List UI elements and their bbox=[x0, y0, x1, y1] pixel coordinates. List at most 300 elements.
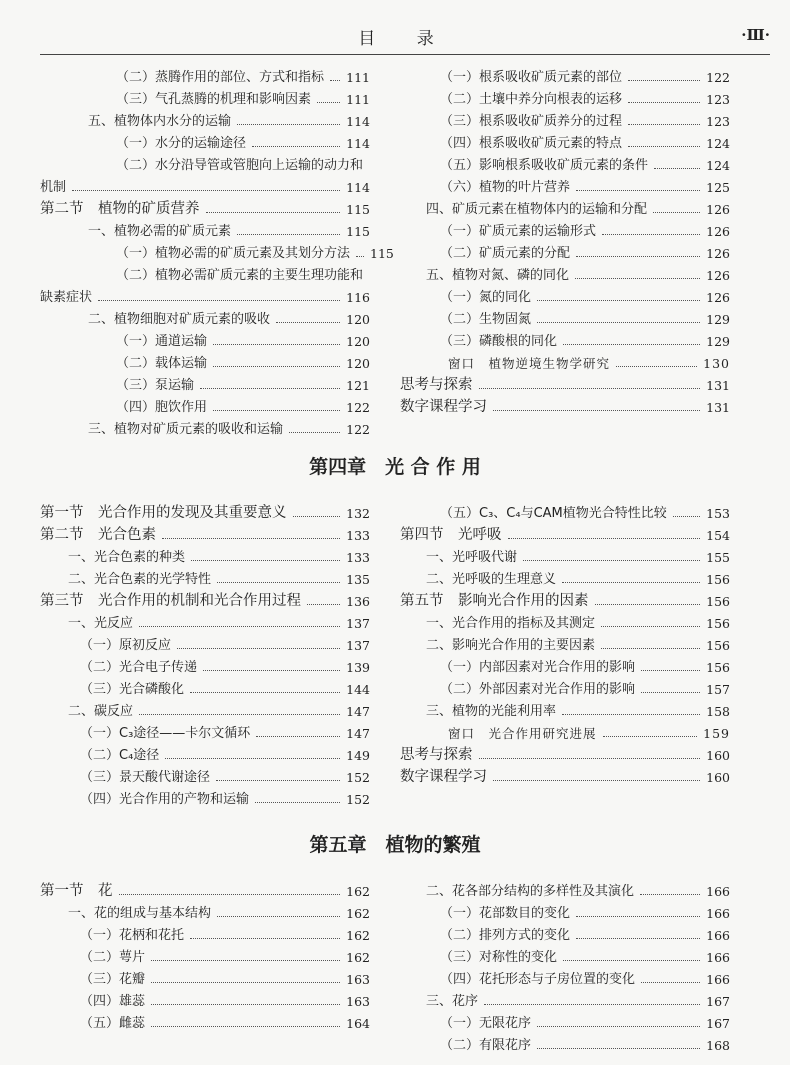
toc-entry[interactable] bbox=[400, 217, 730, 239]
toc-entry-page: 111 bbox=[346, 92, 370, 107]
toc-column bbox=[400, 499, 730, 785]
toc-entry-page: 156 bbox=[706, 638, 730, 653]
toc-entry[interactable] bbox=[400, 1031, 730, 1053]
dot-leader bbox=[237, 234, 340, 235]
toc-column bbox=[400, 63, 730, 415]
dot-leader bbox=[217, 916, 340, 917]
toc-entry-title: 一、花的组成与基本结构 bbox=[68, 906, 212, 921]
toc-entry-title: （二）C₄途径 bbox=[80, 748, 160, 763]
toc-entry-title: （一）内部因素对光合作用的影响 bbox=[440, 660, 636, 675]
toc-entry-title: （二）排列方式的变化 bbox=[440, 928, 571, 943]
dot-leader bbox=[616, 366, 697, 367]
toc-entry[interactable] bbox=[40, 151, 370, 173]
toc-entry-title: 四、矿质元素在植物体内的运输和分配 bbox=[426, 202, 648, 217]
toc-entry-page: 126 bbox=[706, 224, 730, 239]
toc-entry[interactable] bbox=[400, 631, 730, 653]
dot-leader bbox=[217, 582, 340, 583]
toc-entry-title: （一）通道运输 bbox=[116, 334, 208, 349]
toc-entry-page: 162 bbox=[346, 884, 370, 899]
toc-entry-page: 167 bbox=[706, 1016, 730, 1031]
toc-entry-page: 166 bbox=[706, 928, 730, 943]
toc-entry-page: 164 bbox=[346, 1016, 370, 1031]
toc-entry-page: 116 bbox=[346, 290, 370, 305]
dot-leader bbox=[641, 982, 700, 983]
dot-leader bbox=[537, 322, 700, 323]
toc-entry-page: 166 bbox=[706, 950, 730, 965]
toc-entry-page: 152 bbox=[346, 792, 370, 807]
toc-entry[interactable] bbox=[40, 349, 370, 371]
dot-leader bbox=[165, 758, 340, 759]
toc-entry-page: 126 bbox=[706, 268, 730, 283]
toc-entry-title: （二）光合电子传递 bbox=[80, 660, 198, 675]
dot-leader bbox=[330, 80, 340, 81]
toc-entry-page: 131 bbox=[706, 400, 730, 415]
toc-entry-title: （二）有限花序 bbox=[440, 1038, 532, 1053]
toc-entry-title: （二）土壤中养分向根表的运移 bbox=[440, 92, 623, 107]
toc-entry-title: （六）植物的叶片营养 bbox=[440, 180, 571, 195]
dot-leader bbox=[563, 960, 700, 961]
toc-entry-title: （四）雄蕊 bbox=[80, 994, 146, 1009]
dot-leader bbox=[575, 278, 700, 279]
dot-leader bbox=[119, 894, 341, 895]
toc-entry-title: 五、植物对氮、磷的同化 bbox=[426, 268, 570, 283]
dot-leader bbox=[484, 1004, 700, 1005]
toc-entry-title: 第二节 植物的矿质营养 bbox=[40, 201, 200, 217]
toc-entry[interactable] bbox=[400, 653, 730, 675]
toc-entry-title: 三、花序 bbox=[426, 994, 479, 1009]
toc-entry-title: （一）水分的运输途径 bbox=[116, 136, 247, 151]
toc-entry-page: 135 bbox=[346, 572, 370, 587]
toc-entry[interactable] bbox=[400, 85, 730, 107]
toc-entry-title: （一）无限花序 bbox=[440, 1016, 532, 1031]
toc-entry-title: （五）C₃、C₄与CAM植物光合特性比较 bbox=[440, 506, 667, 521]
toc-entry[interactable] bbox=[40, 371, 370, 393]
dot-leader bbox=[508, 538, 701, 539]
toc-entry-page: 158 bbox=[706, 704, 730, 719]
toc-entry-page: 125 bbox=[706, 180, 730, 195]
toc-entry[interactable] bbox=[400, 283, 730, 305]
toc-entry-title: 思考与探索 bbox=[400, 747, 473, 763]
dot-leader bbox=[537, 1048, 700, 1049]
toc-entry[interactable] bbox=[400, 393, 730, 415]
toc-entry-page: 133 bbox=[346, 550, 370, 565]
toc-entry-title: 三、植物对矿质元素的吸收和运输 bbox=[88, 422, 284, 437]
toc-entry-title: （五）雌蕊 bbox=[80, 1016, 146, 1031]
toc-entry-title: （三）光合磷酸化 bbox=[80, 682, 185, 697]
toc-entry-title: 一、光合作用的指标及其测定 bbox=[426, 616, 596, 631]
toc-entry-page: 120 bbox=[346, 334, 370, 349]
toc-entry-page: 153 bbox=[706, 506, 730, 521]
toc-entry[interactable] bbox=[400, 609, 730, 631]
dot-leader bbox=[493, 410, 700, 411]
dot-leader bbox=[628, 124, 700, 125]
dot-leader bbox=[479, 758, 701, 759]
toc-entry-page: 162 bbox=[346, 950, 370, 965]
dot-leader bbox=[162, 538, 340, 539]
toc-entry[interactable] bbox=[40, 195, 370, 217]
toc-entry-title: 窗口 植物逆境生物学研究 bbox=[448, 356, 611, 371]
toc-entry-page: 154 bbox=[706, 528, 730, 543]
toc-entry-page: 149 bbox=[346, 748, 370, 763]
toc-entry-page: 157 bbox=[706, 682, 730, 697]
toc-entry-title: 思考与探索 bbox=[400, 377, 473, 393]
dot-leader bbox=[151, 982, 340, 983]
toc-entry-title: （一）花柄和花托 bbox=[80, 928, 185, 943]
dot-leader bbox=[576, 938, 700, 939]
dot-leader bbox=[151, 1004, 340, 1005]
toc-entry[interactable] bbox=[400, 327, 730, 349]
toc-entry-title: 二、光呼吸的生理意义 bbox=[426, 572, 557, 587]
toc-entry-page: 133 bbox=[346, 528, 370, 543]
toc-entry[interactable] bbox=[400, 921, 730, 943]
toc-entry-title: 数字课程学习 bbox=[400, 769, 487, 785]
toc-entry-page: 162 bbox=[346, 928, 370, 943]
toc-entry-title: （四）花托形态与子房位置的变化 bbox=[440, 972, 636, 987]
toc-entry-page: 156 bbox=[706, 616, 730, 631]
dot-leader bbox=[562, 714, 700, 715]
toc-entry[interactable] bbox=[40, 1009, 370, 1031]
dot-leader bbox=[640, 894, 700, 895]
dot-leader bbox=[563, 344, 700, 345]
toc-entry[interactable] bbox=[40, 899, 370, 921]
toc-column bbox=[40, 63, 394, 437]
toc-entry-page: 136 bbox=[346, 594, 370, 609]
dot-leader bbox=[307, 604, 340, 605]
toc-entry-page: 144 bbox=[346, 682, 370, 697]
toc-entry-page: 122 bbox=[706, 70, 730, 85]
toc-entry-page: 137 bbox=[346, 616, 370, 631]
toc-entry-page: 137 bbox=[346, 638, 370, 653]
toc-entry-title: （二）载体运输 bbox=[116, 356, 208, 371]
toc-entry-title: （三）花瓣 bbox=[80, 972, 146, 987]
dot-leader bbox=[576, 190, 700, 191]
toc-entry-title: （一）根系吸收矿质元素的部位 bbox=[440, 70, 623, 85]
toc-entry-page: 163 bbox=[346, 994, 370, 1009]
toc-entry-page: 132 bbox=[346, 506, 370, 521]
toc-entry-page: 122 bbox=[346, 400, 370, 415]
toc-entry[interactable] bbox=[40, 305, 370, 327]
toc-entry[interactable] bbox=[400, 371, 730, 393]
toc-entry[interactable] bbox=[400, 305, 730, 327]
toc-entry-title: 二、光合色素的光学特性 bbox=[68, 572, 212, 587]
toc-entry[interactable] bbox=[400, 943, 730, 965]
dot-leader bbox=[191, 560, 340, 561]
toc-entry-page: 122 bbox=[346, 422, 370, 437]
toc-entry-page: 115 bbox=[370, 246, 394, 261]
toc-entry-page: 156 bbox=[706, 594, 730, 609]
toc-entry[interactable] bbox=[40, 877, 370, 899]
toc-entry-page: 120 bbox=[346, 356, 370, 371]
toc-entry-title: （四）光合作用的产物和运输 bbox=[80, 792, 250, 807]
dot-leader bbox=[356, 256, 364, 257]
dot-leader bbox=[72, 190, 340, 191]
toc-entry-page: 139 bbox=[346, 660, 370, 675]
toc-entry[interactable] bbox=[400, 565, 730, 587]
toc-entry-title: 数字课程学习 bbox=[400, 399, 487, 415]
toc-entry[interactable] bbox=[400, 543, 730, 565]
toc-entry-title: （三）景天酸代谢途径 bbox=[80, 770, 211, 785]
header-page-number: ·Ⅲ· bbox=[741, 26, 770, 44]
dot-leader bbox=[653, 212, 700, 213]
toc-entry-page: 160 bbox=[706, 770, 730, 785]
toc-entry-title: （二）植物必需矿质元素的主要生理功能和 bbox=[116, 268, 364, 283]
toc-entry-page: 163 bbox=[346, 972, 370, 987]
dot-leader bbox=[628, 80, 700, 81]
toc-entry-page: 147 bbox=[346, 726, 370, 741]
dot-leader bbox=[628, 146, 700, 147]
toc-entry[interactable] bbox=[40, 173, 370, 195]
toc-entry[interactable] bbox=[40, 327, 370, 349]
toc-entry[interactable] bbox=[400, 697, 730, 719]
toc-entry-page: 156 bbox=[706, 572, 730, 587]
toc-entry-page: 166 bbox=[706, 884, 730, 899]
toc-entry[interactable] bbox=[40, 521, 370, 543]
toc-entry[interactable] bbox=[400, 987, 730, 1009]
dot-leader bbox=[576, 916, 700, 917]
toc-entry-title: 第一节 光合作用的发现及其重要意义 bbox=[40, 505, 287, 521]
toc-entry-title: （二）蒸腾作用的部位、方式和指标 bbox=[116, 70, 325, 85]
toc-entry[interactable] bbox=[400, 173, 730, 195]
toc-entry-title: （一）原初反应 bbox=[80, 638, 172, 653]
toc-entry[interactable] bbox=[400, 877, 730, 899]
toc-entry-title: （二）外部因素对光合作用的影响 bbox=[440, 682, 636, 697]
toc-entry[interactable] bbox=[400, 965, 730, 987]
toc-entry-page: 147 bbox=[346, 704, 370, 719]
dot-leader bbox=[523, 560, 700, 561]
toc-entry[interactable] bbox=[400, 151, 730, 173]
dot-leader bbox=[602, 234, 700, 235]
dot-leader bbox=[200, 388, 340, 389]
toc-entry-title: （一）植物必需的矿质元素及其划分方法 bbox=[116, 246, 351, 261]
toc-entry-page: 159 bbox=[703, 726, 730, 741]
toc-entry-title: 一、光呼吸代谢 bbox=[426, 550, 518, 565]
toc-entry-title: （四）胞饮作用 bbox=[116, 400, 208, 415]
toc-entry-title: 第五节 影响光合作用的因素 bbox=[400, 593, 589, 609]
toc-entry-page: 121 bbox=[346, 378, 370, 393]
toc-entry-title: 五、植物体内水分的运输 bbox=[88, 114, 232, 129]
toc-entry[interactable] bbox=[40, 697, 370, 719]
dot-leader bbox=[276, 322, 340, 323]
toc-entry[interactable] bbox=[40, 239, 394, 261]
dot-leader bbox=[293, 516, 341, 517]
toc-entry-page: 115 bbox=[346, 202, 370, 217]
toc-entry[interactable] bbox=[400, 499, 730, 521]
dot-leader bbox=[177, 648, 340, 649]
toc-entry-page: 126 bbox=[706, 246, 730, 261]
dot-leader bbox=[479, 388, 701, 389]
dot-leader bbox=[139, 714, 340, 715]
toc-entry-page: 166 bbox=[706, 972, 730, 987]
dot-leader bbox=[213, 344, 340, 345]
toc-entry-title: 一、植物必需的矿质元素 bbox=[88, 224, 232, 239]
dot-leader bbox=[562, 582, 700, 583]
toc-entry[interactable] bbox=[40, 763, 370, 785]
dot-leader bbox=[641, 670, 700, 671]
toc-entry[interactable] bbox=[40, 217, 370, 239]
dot-leader bbox=[203, 670, 340, 671]
toc-column bbox=[40, 499, 370, 807]
dot-leader bbox=[576, 256, 700, 257]
toc-entry[interactable] bbox=[400, 899, 730, 921]
toc-entry-title: 第三节 光合作用的机制和光合作用过程 bbox=[40, 593, 301, 609]
toc-entry-title: （四）根系吸收矿质元素的特点 bbox=[440, 136, 623, 151]
toc-entry[interactable] bbox=[400, 195, 730, 217]
dot-leader bbox=[139, 626, 340, 627]
toc-entry-page: 124 bbox=[706, 136, 730, 151]
dot-leader bbox=[537, 1026, 700, 1027]
toc-entry-title: （二）萼片 bbox=[80, 950, 146, 965]
toc-entry[interactable] bbox=[40, 785, 370, 807]
toc-entry-title: （一）氮的同化 bbox=[440, 290, 532, 305]
dot-leader bbox=[151, 1026, 340, 1027]
toc-entry-page: 130 bbox=[703, 356, 730, 371]
toc-entry[interactable] bbox=[40, 499, 370, 521]
toc-entry[interactable] bbox=[40, 543, 370, 565]
toc-entry[interactable] bbox=[40, 675, 370, 697]
toc-entry[interactable] bbox=[40, 741, 370, 763]
toc-entry-title: （二）矿质元素的分配 bbox=[440, 246, 571, 261]
toc-entry-title: （三）磷酸根的同化 bbox=[440, 334, 558, 349]
toc-entry[interactable] bbox=[400, 763, 730, 785]
toc-entry-page: 168 bbox=[706, 1038, 730, 1053]
toc-entry-page: 111 bbox=[346, 70, 370, 85]
dot-leader bbox=[628, 102, 700, 103]
toc-entry-page: 126 bbox=[706, 202, 730, 217]
dot-leader bbox=[252, 146, 340, 147]
toc-entry-page: 120 bbox=[346, 312, 370, 327]
toc-entry[interactable] bbox=[400, 239, 730, 261]
dot-leader bbox=[190, 938, 340, 939]
toc-entry-title: 机制 bbox=[40, 180, 67, 195]
toc-entry[interactable] bbox=[400, 675, 730, 697]
dot-leader bbox=[151, 960, 340, 961]
toc-entry-title: （五）影响根系吸收矿质元素的条件 bbox=[440, 158, 649, 173]
toc-entry-title: 窗口 光合作用研究进展 bbox=[448, 726, 597, 741]
toc-entry[interactable] bbox=[400, 107, 730, 129]
toc-entry[interactable] bbox=[40, 129, 370, 151]
toc-entry[interactable] bbox=[400, 719, 730, 741]
toc-entry-title: 第四节 光呼吸 bbox=[400, 527, 502, 543]
toc-entry-title: 一、光合色素的种类 bbox=[68, 550, 186, 565]
toc-entry-page: 129 bbox=[706, 334, 730, 349]
toc-entry-page: 124 bbox=[706, 158, 730, 173]
toc-entry-page: 115 bbox=[346, 224, 370, 239]
toc-entry-page: 126 bbox=[706, 290, 730, 305]
toc-entry[interactable] bbox=[40, 609, 370, 631]
toc-entry-page: 167 bbox=[706, 994, 730, 1009]
dot-leader bbox=[601, 626, 700, 627]
toc-entry-page: 123 bbox=[706, 92, 730, 107]
dot-leader bbox=[603, 736, 698, 737]
toc-entry-page: 152 bbox=[346, 770, 370, 785]
toc-entry[interactable] bbox=[400, 1009, 730, 1031]
toc-entry-page: 114 bbox=[346, 114, 370, 129]
dot-leader bbox=[213, 366, 340, 367]
dot-leader bbox=[213, 410, 340, 411]
toc-entry[interactable] bbox=[40, 943, 370, 965]
toc-entry[interactable] bbox=[400, 261, 730, 283]
toc-entry-title: 二、花各部分结构的多样性及其演化 bbox=[426, 884, 635, 899]
chapter-title-5: 第五章 植物的繁殖 bbox=[309, 834, 481, 856]
toc-entry-title: （一）矿质元素的运输形式 bbox=[440, 224, 597, 239]
dot-leader bbox=[255, 802, 340, 803]
toc-entry[interactable] bbox=[40, 261, 370, 283]
dot-leader bbox=[595, 604, 701, 605]
toc-entry[interactable] bbox=[40, 107, 370, 129]
toc-entry[interactable] bbox=[400, 587, 730, 609]
toc-entry[interactable] bbox=[40, 631, 370, 653]
toc-column bbox=[400, 877, 730, 1053]
toc-entry[interactable] bbox=[400, 63, 730, 85]
toc-entry-page: 155 bbox=[706, 550, 730, 565]
toc-entry[interactable] bbox=[40, 85, 370, 107]
dot-leader bbox=[216, 780, 340, 781]
toc-entry[interactable] bbox=[40, 987, 370, 1009]
dot-leader bbox=[493, 780, 700, 781]
toc-entry[interactable] bbox=[40, 283, 370, 305]
page-header bbox=[40, 16, 770, 55]
dot-leader bbox=[537, 300, 700, 301]
toc-entry-title: （三）泵运输 bbox=[116, 378, 195, 393]
dot-leader bbox=[641, 692, 700, 693]
dot-leader bbox=[206, 212, 341, 213]
toc-entry[interactable] bbox=[400, 741, 730, 763]
toc-entry-title: 二、影响光合作用的主要因素 bbox=[426, 638, 596, 653]
toc-entry[interactable] bbox=[40, 653, 370, 675]
toc-entry[interactable] bbox=[40, 63, 370, 85]
toc-entry[interactable] bbox=[40, 587, 370, 609]
toc-entry-page: 123 bbox=[706, 114, 730, 129]
dot-leader bbox=[654, 168, 700, 169]
toc-entry[interactable] bbox=[40, 921, 370, 943]
toc-entry-page: 129 bbox=[706, 312, 730, 327]
toc-entry-title: 二、植物细胞对矿质元素的吸收 bbox=[88, 312, 271, 327]
toc-column bbox=[40, 877, 370, 1031]
dot-leader bbox=[601, 648, 700, 649]
toc-entry-title: （二）水分沿导管或管胞向上运输的动力和 bbox=[116, 158, 364, 173]
toc-entry[interactable] bbox=[40, 719, 370, 741]
toc-entry[interactable] bbox=[40, 965, 370, 987]
toc-entry-title: 缺素症状 bbox=[40, 290, 93, 305]
toc-entry-title: （三）气孔蒸腾的机理和影响因素 bbox=[116, 92, 312, 107]
toc-entry[interactable] bbox=[40, 393, 370, 415]
toc-entry-page: 162 bbox=[346, 906, 370, 921]
header-title: 目 录 bbox=[358, 29, 452, 49]
toc-entry[interactable] bbox=[40, 565, 370, 587]
toc-entry-title: 一、光反应 bbox=[68, 616, 134, 631]
toc-entry-page: 114 bbox=[346, 180, 370, 195]
toc-entry-page: 160 bbox=[706, 748, 730, 763]
dot-leader bbox=[190, 692, 340, 693]
dot-leader bbox=[256, 736, 340, 737]
toc-entry-title: 三、植物的光能利用率 bbox=[426, 704, 557, 719]
toc-entry-title: （三）对称性的变化 bbox=[440, 950, 558, 965]
toc-entry-title: （三）根系吸收矿质养分的过程 bbox=[440, 114, 623, 129]
toc-entry[interactable] bbox=[400, 129, 730, 151]
toc-entry[interactable] bbox=[40, 415, 370, 437]
toc-entry-title: （二）生物固氮 bbox=[440, 312, 532, 327]
toc-entry[interactable] bbox=[400, 349, 730, 371]
chapter-title-4: 第四章 光 合 作 用 bbox=[309, 456, 481, 478]
toc-entry-title: 二、碳反应 bbox=[68, 704, 134, 719]
toc-entry-page: 114 bbox=[346, 136, 370, 151]
toc-entry-page: 156 bbox=[706, 660, 730, 675]
dot-leader bbox=[237, 124, 340, 125]
toc-entry[interactable] bbox=[400, 521, 730, 543]
toc-entry-title: （一）花部数目的变化 bbox=[440, 906, 571, 921]
dot-leader bbox=[98, 300, 340, 301]
toc-entry-page: 131 bbox=[706, 378, 730, 393]
